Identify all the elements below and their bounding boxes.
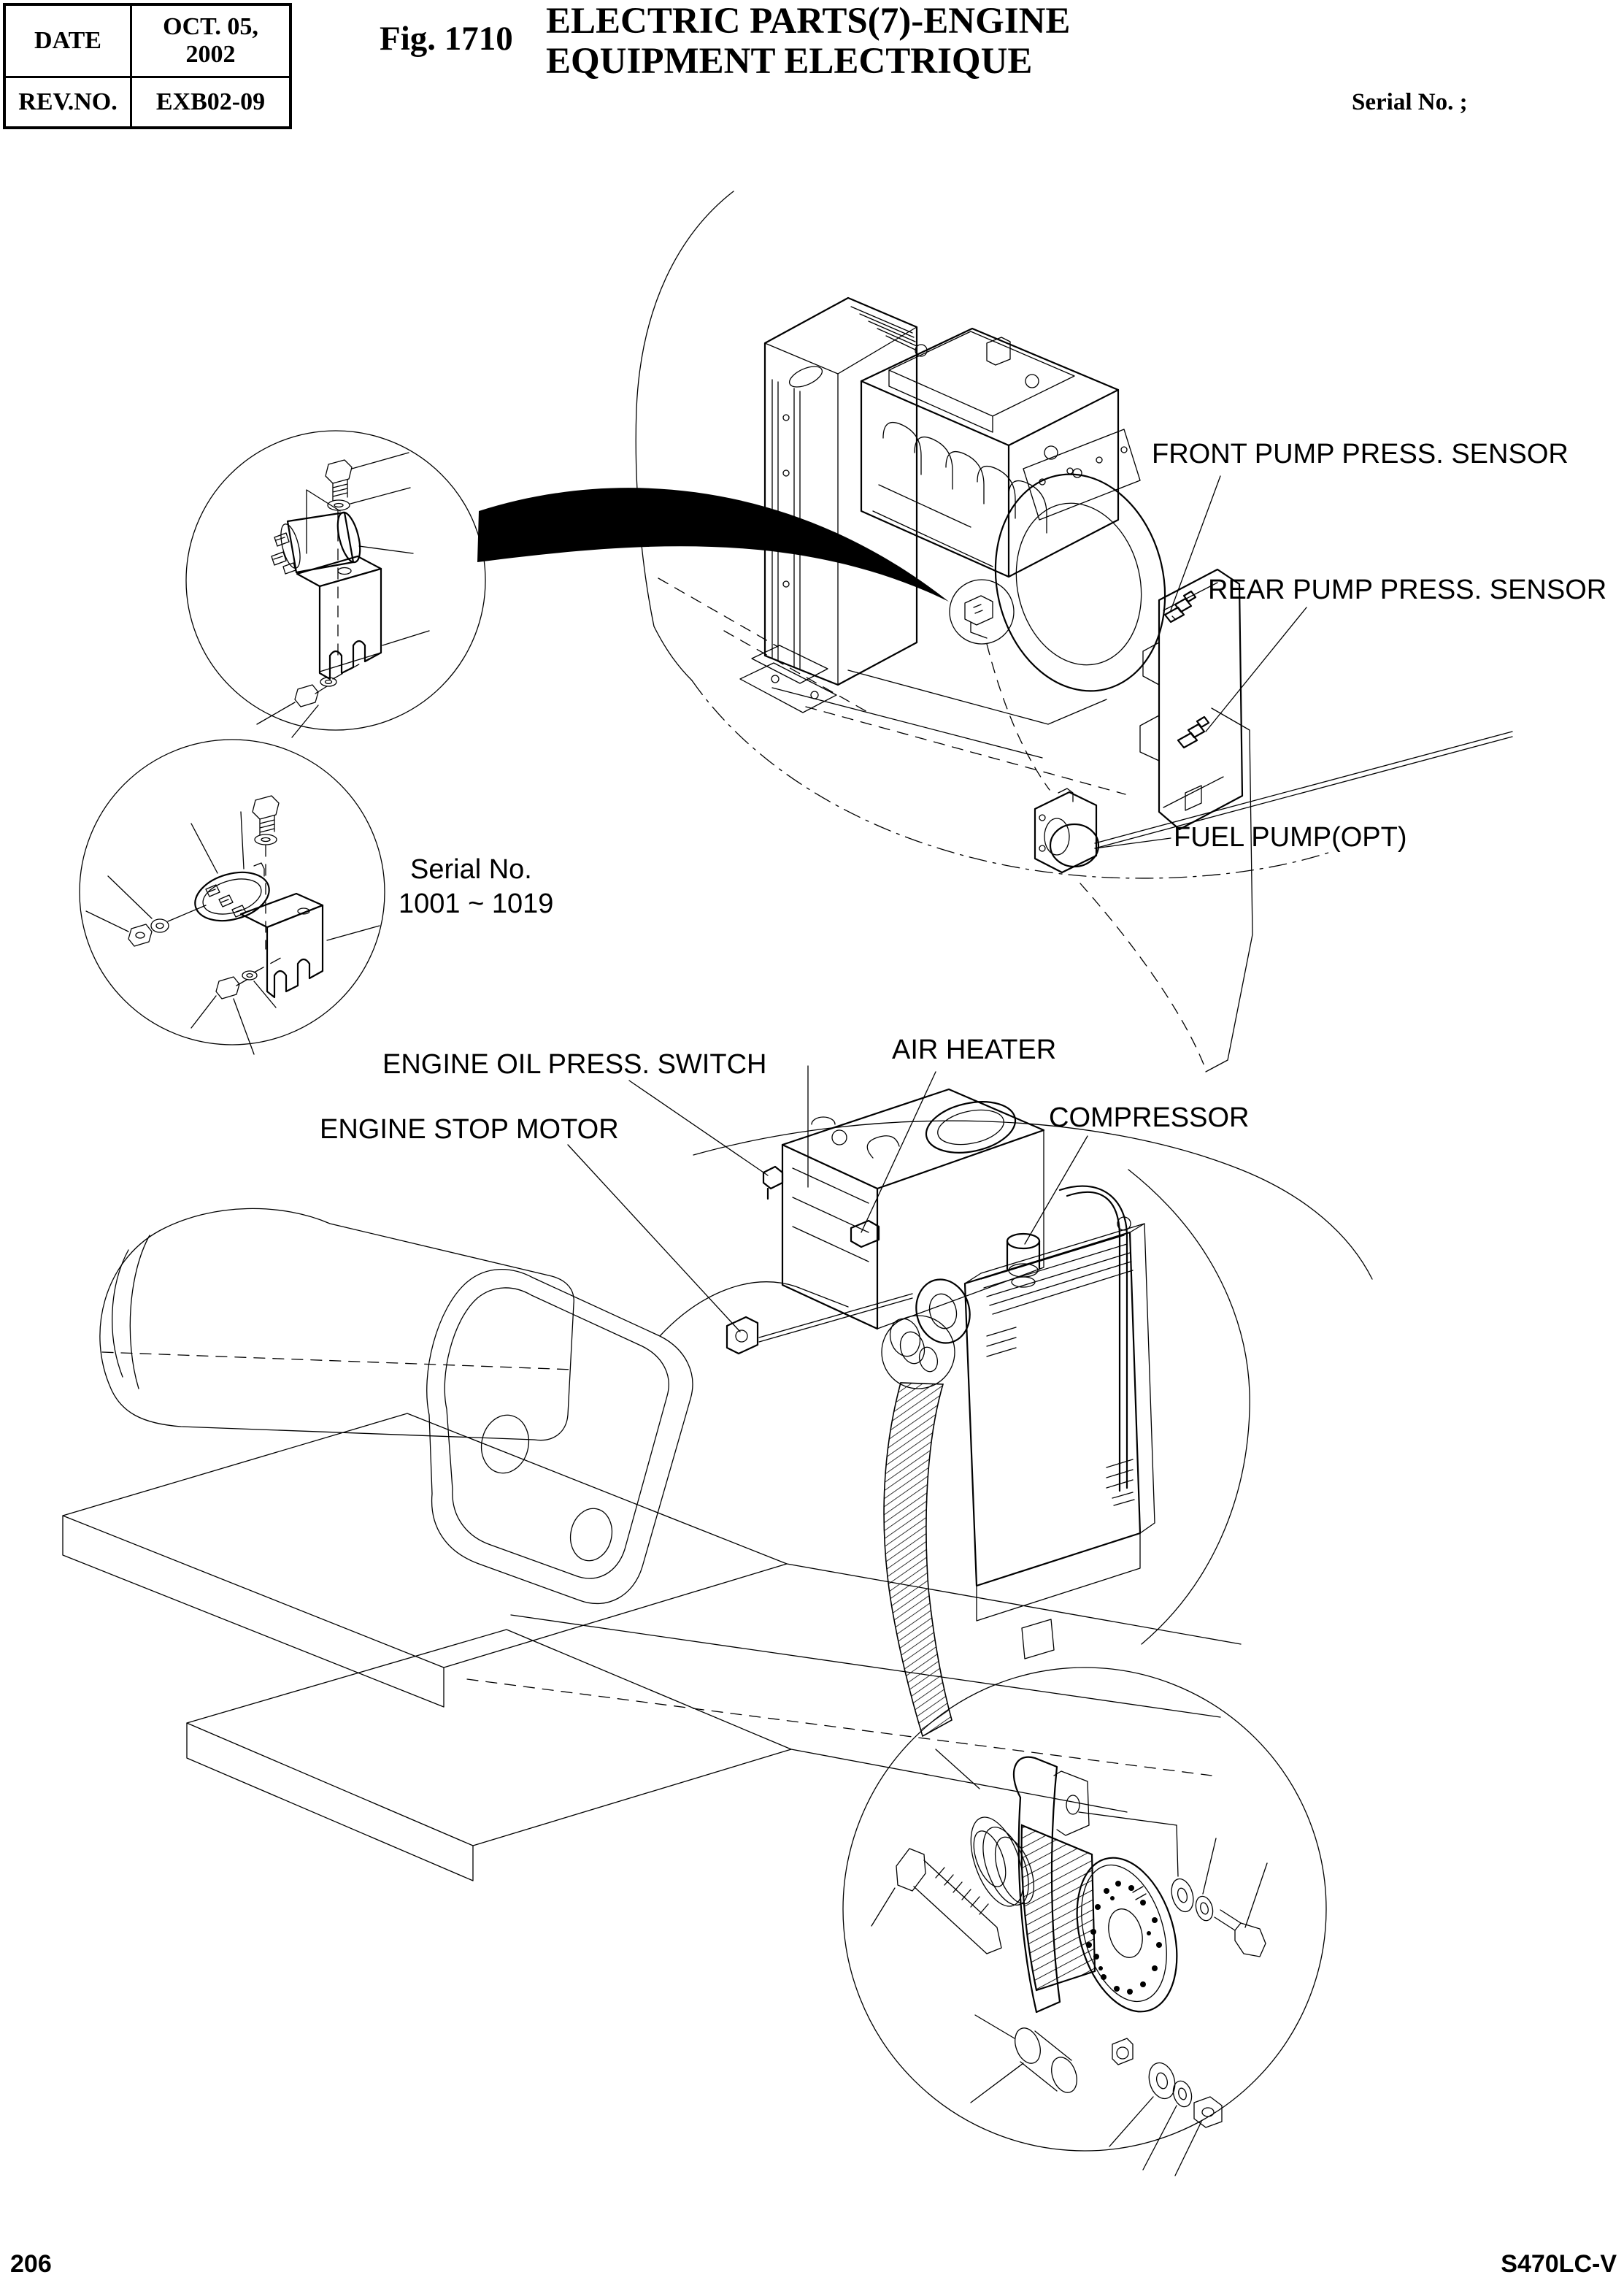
stop-motor-leader [568,1145,740,1332]
alternator-location-circle [882,1316,955,1389]
oil-switch-leader [629,1081,768,1175]
radiator-middle [965,1186,1155,1659]
boom-mount-plates [427,1270,848,1604]
revno-value: EXB02-09 [131,77,291,128]
engine-block-top-scene [861,329,1118,577]
bracket-leader [327,926,380,940]
air-heater-leader [861,1072,936,1232]
sensor-location-circle [950,580,1014,644]
rear-pump-press-sensor-part [1178,717,1209,748]
table-row [4,77,290,128]
rear-sensor-leader [1206,607,1306,732]
detail-circle-sensor-bracket [186,431,485,737]
model-code: S470LC-V [1501,2250,1617,2278]
mounting-bracket [241,894,323,997]
callout-engine-oil-press-switch: ENGINE OIL PRESS. SWITCH [382,1049,767,1080]
callout-rear-pump-press-sensor: REAR PUMP PRESS. SENSOR [1208,575,1607,605]
relay-block [189,863,274,929]
figure-number: Fig. 1710 [380,20,513,58]
callout-leader-lines [257,453,429,737]
revno-label: REV.NO. [4,77,131,128]
compressor-leader [1025,1136,1088,1244]
callout-air-heater: AIR HEATER [892,1035,1057,1065]
serial-range-note [399,853,553,921]
date-label: DATE [4,4,131,77]
oil-press-switch-part [763,1167,782,1199]
sensor-location-detail [965,596,993,638]
title-line-french: EQUIPMENT ELECTRIQUE [546,41,1033,82]
date-value: OCT. 05, 2002 [131,4,291,77]
revision-table [3,3,292,129]
page-title [546,1,1070,82]
fuel-pump-leader [1095,838,1171,848]
radiator-stand [740,298,917,713]
detail-circle-sensor-bracket-early-serial [80,740,385,1054]
callout-engine-stop-motor: ENGINE STOP MOTOR [320,1114,619,1145]
machine-frame-scene [63,1066,1372,1881]
serial-note-line1: Serial No. [410,854,532,885]
alternator-long-bolt [871,1849,1001,1954]
detail-pointer-swoosh [477,488,949,602]
spacer-cylinder [971,2015,1082,2103]
table-row [4,4,290,77]
mounting-bracket [297,556,381,679]
hex-bolt-top [326,460,352,510]
callout-front-pump-press-sensor: FRONT PUMP PRESS. SENSOR [1152,439,1569,469]
page-number: 206 [10,2250,52,2278]
callout-fuel-pump-opt: FUEL PUMP(OPT) [1174,822,1407,853]
flywheel-housing-pump [974,429,1242,829]
serial-caption: Serial No. ; [1352,89,1468,115]
solenoid-relay [272,510,364,574]
fan-belt-band [884,1383,952,1736]
nut-washer-left [86,876,206,946]
callout-compressor: COMPRESSOR [1049,1102,1250,1133]
panel-sketch [307,490,340,553]
engine-pump-scene [477,191,1512,1072]
title-line-english: ELECTRIC PARTS(7)-ENGINE [546,1,1071,42]
serial-note-line2: 1001 ~ 1019 [399,889,554,919]
washer-lock-bolt-right [1168,1825,1267,1957]
washer-lock-nut-bottom [1109,2060,1222,2176]
detail-circle-alternator [843,1668,1326,2176]
hex-bolt-bottom [295,659,369,707]
alternator-body [1022,1825,1095,1990]
fuel-pump-part [1035,788,1098,872]
guide-lines [191,812,244,873]
